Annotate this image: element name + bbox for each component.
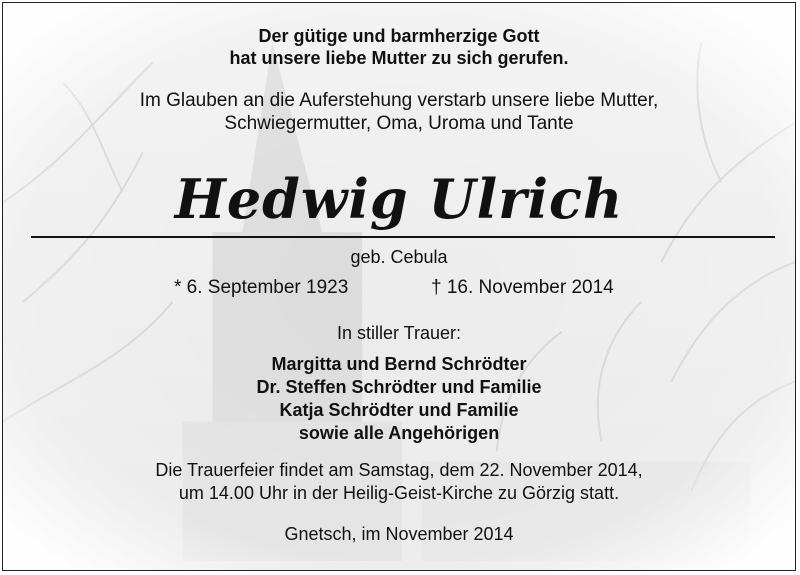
deceased-name: Hedwig Ulrich xyxy=(174,167,624,231)
life-dates xyxy=(3,276,795,300)
mourner-2: Dr. Steffen Schrödter und Familie xyxy=(256,377,542,397)
mourning-heading: In stiller Trauer: xyxy=(336,323,462,343)
place-and-date: Gnetsch, im November 2014 xyxy=(284,524,514,544)
funeral-line-1: Die Trauerfeier findet am Samstag, dem 22. November 2014, xyxy=(155,460,643,480)
maiden-name: geb. Cebula xyxy=(350,247,448,267)
birth-date: * 6. September 1923 xyxy=(174,277,349,298)
name-underline xyxy=(31,236,775,238)
opening-line-2: hat unsere liebe Mutter zu sich gerufen. xyxy=(229,48,569,68)
opening-line-1: Der gütige und barmherzige Gott xyxy=(258,26,540,46)
mourner-3: Katja Schrödter und Familie xyxy=(279,400,519,420)
mourner-1: Margitta und Bernd Schrödter xyxy=(271,354,527,374)
intro-line-1: Im Glauben an die Auferstehung verstarb unsere liebe Mutter, xyxy=(139,90,659,111)
death-date: † 16. November 2014 xyxy=(431,277,614,298)
mourner-4: sowie alle Angehörigen xyxy=(298,423,500,443)
funeral-line-2: um 14.00 Uhr in der Heilig-Geist-Kirche zu Görzig statt. xyxy=(178,483,620,503)
obituary-notice xyxy=(2,2,796,571)
intro-line-2: Schwiegermutter, Oma, Uroma und Tante xyxy=(224,113,574,134)
